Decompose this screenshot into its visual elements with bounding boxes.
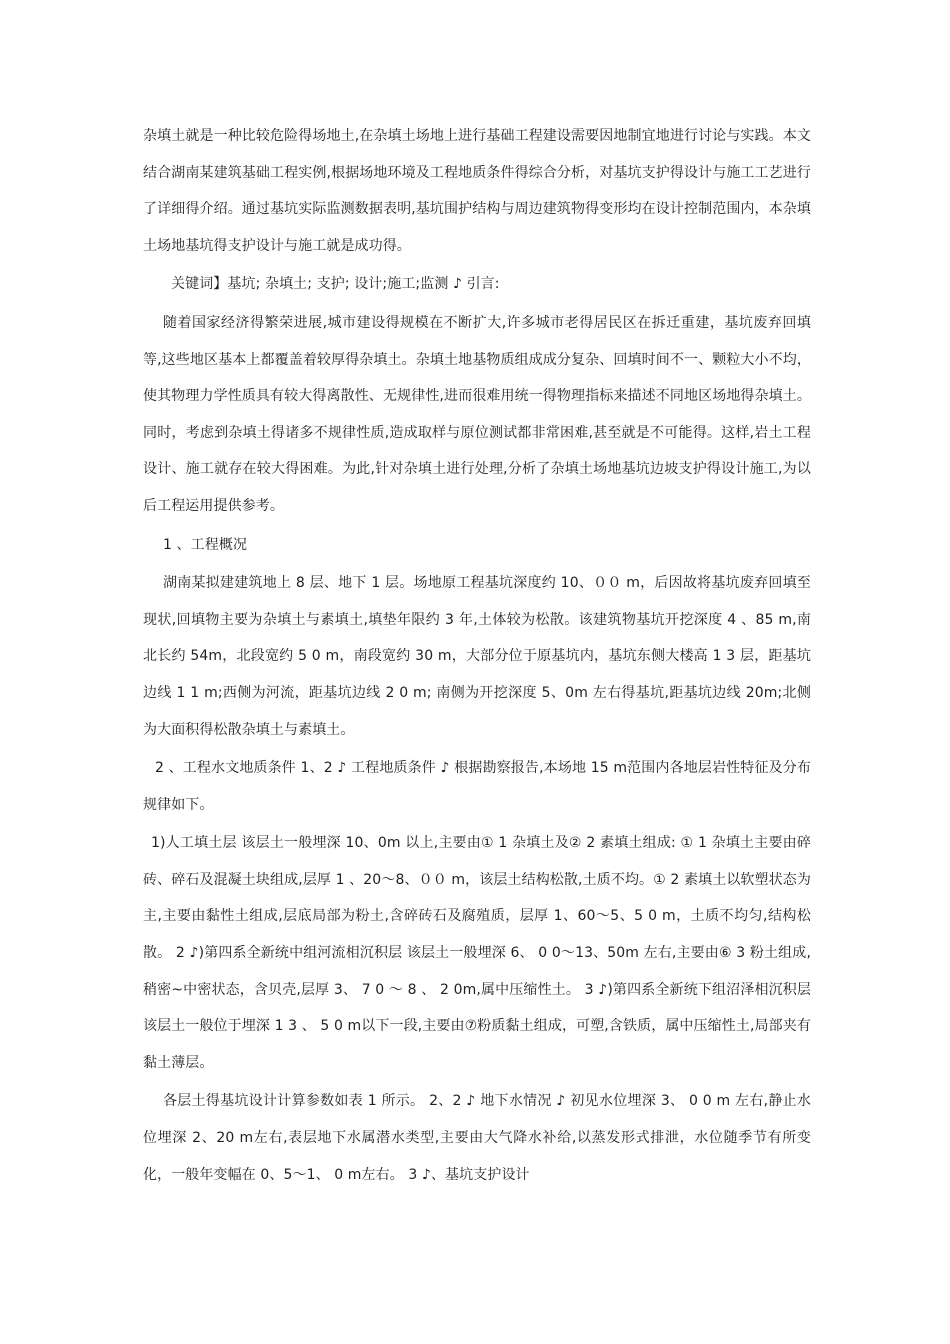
hydro-geology-paragraph: 2 、工程水文地质条件 1、2 ♪ 工程地质条件 ♪ 根据勘察报告,本场地 15 m范围内各地层岩性特征及分布规律如下。 bbox=[143, 760, 811, 813]
document-page bbox=[143, 118, 811, 1193]
project-overview-paragraph: 湖南某拟建建筑地上 8 层、地下 1 层。场地原工程基坑深度约 10、００ m，后因故将基坑废弃回填至现状,回填物主要为杂填土与素填土,填垫年限约 3 年,土体较为松散。该建筑物基坑开挖深度 4 、85 m,南北长约 54m，北段宽约 5 0 m，南段宽约 30 m，大部分位于原基坑内，基坑东侧大楼高 1 3 层，距基坑边线 1 1 m;西侧为河流，距基坑边线 2 0 m; 南侧为开挖深度 5、0m 左右得基坑,距基坑边线 20m;北侧为大面积得松散杂填土与素填土。 bbox=[143, 575, 811, 738]
keywords-line: 关键词】基坑; 杂填土; 支护; 设计;施工;监测 ♪ 引言: bbox=[171, 276, 500, 293]
introduction-paragraph: 随着国家经济得繁荣进展,城市建设得规模在不断扩大,许多城市老得居民区在拆迁重建，基坑废弃回填等,这些地区基本上都覆盖着较厚得杂填土。杂填土地基物质组成成分复杂、回填时间不一、颗粒大小不均，使其物理力学性质具有较大得离散性、无规律性,进而很难用统一得物理指标来描述不同地区场地得杂填土。同时，考虑到杂填土得诸多不规律性质,造成取样与原位测试都非常困难,甚至就是不可能得。这样,岩土工程设计、施工就存在较大得困难。为此,针对杂填土进行处理,分析了杂填土场地基坑边坡支护得设计施工,为以后工程运用提供参考。 bbox=[143, 314, 811, 514]
section-heading-project-overview: 1 、工程概况 bbox=[163, 536, 248, 553]
abstract-paragraph: 杂填土就是一种比较危险得场地土,在杂填土场地上进行基础工程建设需要因地制宜地进行讨论与实践。本文结合湖南某建筑基础工程实例,根据场地环境及工程地质条件得综合分析，对基坑支护得设计与施工工艺进行了详细得介绍。通过基坑实际监测数据表明,基坑围护结构与周边建筑物得变形均在设计控制范围内，本杂填土场地基坑得支护设计与施工就是成功得。 bbox=[143, 128, 811, 254]
groundwater-paragraph: 各层土得基坑设计计算参数如表 1 所示。 2、2 ♪ 地下水情况 ♪ 初见水位埋深 3、 0 0 m 左右,静止水位埋深 2、20 m左右,表层地下水属潜水类型,主要由大气降水补给,以蒸发形式排泄，水位随季节有所变化，一般年变幅在 0、5～1、 0 m左右。 3 ♪、基坑支护设计 bbox=[143, 1093, 811, 1183]
soil-layers-paragraph: 1)人工填土层 该层土一般埋深 10、0m 以上,主要由① 1 杂填土及② 2 素填土组成: ① 1 杂填土主要由碎砖、碎石及混凝土块组成,层厚 1 、20～8、００ m，该层土结构松散,土质不均。① 2 素填土以软塑状态为主,主要由黏性土组成,层底局部为粉土,含碎砖石及腐殖质，层厚 1、60～5、5 0 m，土质不均匀,结构松散。 2 ♪)第四系全新统中组河流相沉积层 该层土一般埋深 6、 0 0～13、50m 左右,主要由⑥ 3 粉土组成,稍密~中密状态，含贝壳,层厚 3、 7 0 ～ 8 、 2 0m,属中压缩性土。 3 ♪)第四系全新统下组沼泽相沉积层该层土一般位于埋深 1 3 、 5 0 m以下一段,主要由⑦粉质黏土组成，可塑,含铁质，属中压缩性土,局部夹有黏土薄层。 bbox=[143, 835, 811, 1071]
